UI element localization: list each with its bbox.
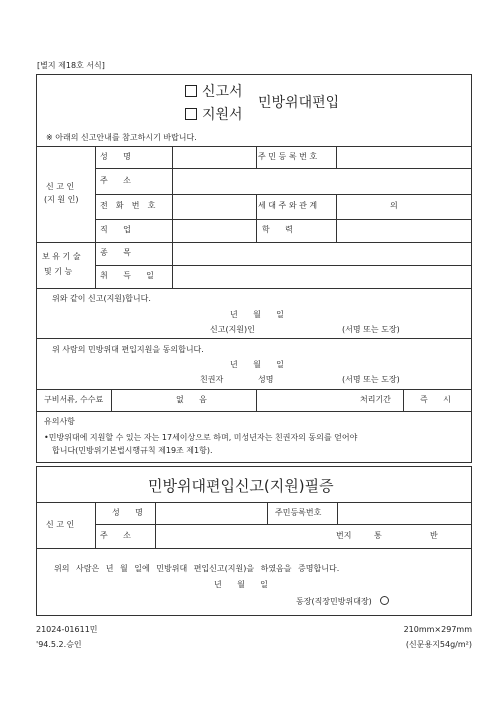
name-label: 성 명: [100, 152, 138, 161]
certificate-address-label: 주 소: [100, 531, 138, 540]
skills-section-sublabel: 및 기 능: [44, 267, 73, 276]
address-label: 주 소: [100, 176, 138, 185]
phone-label: 전 화 번 호: [100, 201, 159, 210]
notice-text: ※ 아래의 신고안내를 참고하시기 바랍니다.: [46, 133, 197, 142]
notes-line-1: •민방위대에 지원할 수 있는 자는 17세이상으로 하며, 미성년자는 친권자의 동의를 얻어야: [44, 433, 358, 442]
skill-acquired-label: 취 득 일: [100, 271, 161, 280]
education-input[interactable]: [337, 220, 471, 241]
declaration-date: 년 월 일: [230, 310, 291, 319]
required-docs-value: 없 음: [176, 395, 214, 404]
consent-statement: 위 사람의 민방위대 편입지원을 동의합니다.: [52, 345, 204, 354]
phone-input[interactable]: [173, 195, 255, 218]
certificate-tong-label: 통: [374, 531, 382, 540]
address-input[interactable]: [173, 169, 471, 193]
certificate-issuer-label: 동장(직장민방위대장): [296, 597, 372, 606]
form-tag: [별지 제18호 서식]: [37, 61, 105, 70]
certificate-name-label: 성 명: [112, 508, 150, 517]
option-report-label: 신고서: [202, 84, 243, 100]
footer-paper-type: (신문용지54g/m²): [405, 640, 472, 649]
processing-period-label: 처리기간: [360, 395, 391, 404]
certificate-ban-label: 반: [430, 531, 438, 540]
certificate-date: 년 월 일: [214, 580, 275, 589]
resident-number-input[interactable]: [337, 147, 471, 167]
job-input[interactable]: [173, 220, 255, 241]
processing-period-value: 즉 시: [420, 395, 458, 404]
resident-number-label: 주 민 등 록 번 호: [258, 152, 318, 161]
applicant-section-sublabel: (지 원 인): [44, 195, 79, 204]
certificate-section-label: 신 고 인: [46, 520, 75, 529]
footer-paper-size: 210mm×297mm: [403, 625, 472, 634]
skill-acquired-input[interactable]: [173, 266, 471, 287]
form-title: 민방위대편입: [258, 95, 340, 111]
certificate-address-input[interactable]: [156, 525, 471, 547]
name-input[interactable]: [173, 147, 255, 167]
household-relation-suffix: 의: [390, 201, 398, 210]
education-label: 학 력: [262, 225, 300, 234]
seal-icon: [380, 596, 389, 605]
household-relation-label: 세 대 주 와 관 계: [258, 201, 318, 210]
skill-type-label: 종 목: [100, 248, 138, 257]
certificate-title: 민방위대편입신고(지원)필증: [148, 477, 334, 495]
guardian-label: 친권자: [200, 375, 224, 384]
certificate-name-input[interactable]: [156, 503, 266, 523]
applicant-section-label: 신 고 인: [46, 182, 75, 191]
certificate-block-label: 번지: [336, 531, 352, 540]
declaration-signer: 신고(지원)인: [210, 325, 255, 334]
skill-type-input[interactable]: [173, 243, 471, 264]
footer-code: 21024-01611민: [36, 625, 98, 634]
notes-heading: 유의사항: [44, 417, 75, 426]
declaration-sign-note[interactable]: (서명 또는 도장): [342, 325, 400, 334]
option-report[interactable]: [185, 85, 243, 99]
certificate-issuer: [296, 596, 389, 606]
consent-date: 년 월 일: [230, 360, 291, 369]
option-apply[interactable]: [185, 108, 243, 122]
guardian-name-label: 성명: [258, 375, 274, 384]
report-checkbox[interactable]: [185, 85, 197, 97]
job-label: 직 업: [100, 225, 138, 234]
certificate-id-input[interactable]: [338, 503, 471, 523]
notes-line-2: 합니다(민방위기본법시행규칙 제19조 제1항).: [52, 446, 213, 455]
option-apply-label: 지원서: [202, 107, 243, 123]
declaration-statement: 위와 같이 신고(지원)합니다.: [52, 294, 151, 303]
certificate-statement: 위의 사람은 년 월 일에 민방위대 편입신고(지원)을 하였음을 증명합니다.: [54, 564, 340, 573]
footer-approval: '94.5.2.승인: [36, 640, 82, 649]
skills-section-label: 보 유 기 술: [42, 252, 81, 261]
certificate-id-label: 주민등록번호: [275, 508, 322, 517]
apply-checkbox[interactable]: [185, 108, 197, 120]
required-docs-label: 구비서류, 수수료: [44, 395, 104, 404]
consent-sign-note[interactable]: (서명 또는 도장): [342, 375, 400, 384]
